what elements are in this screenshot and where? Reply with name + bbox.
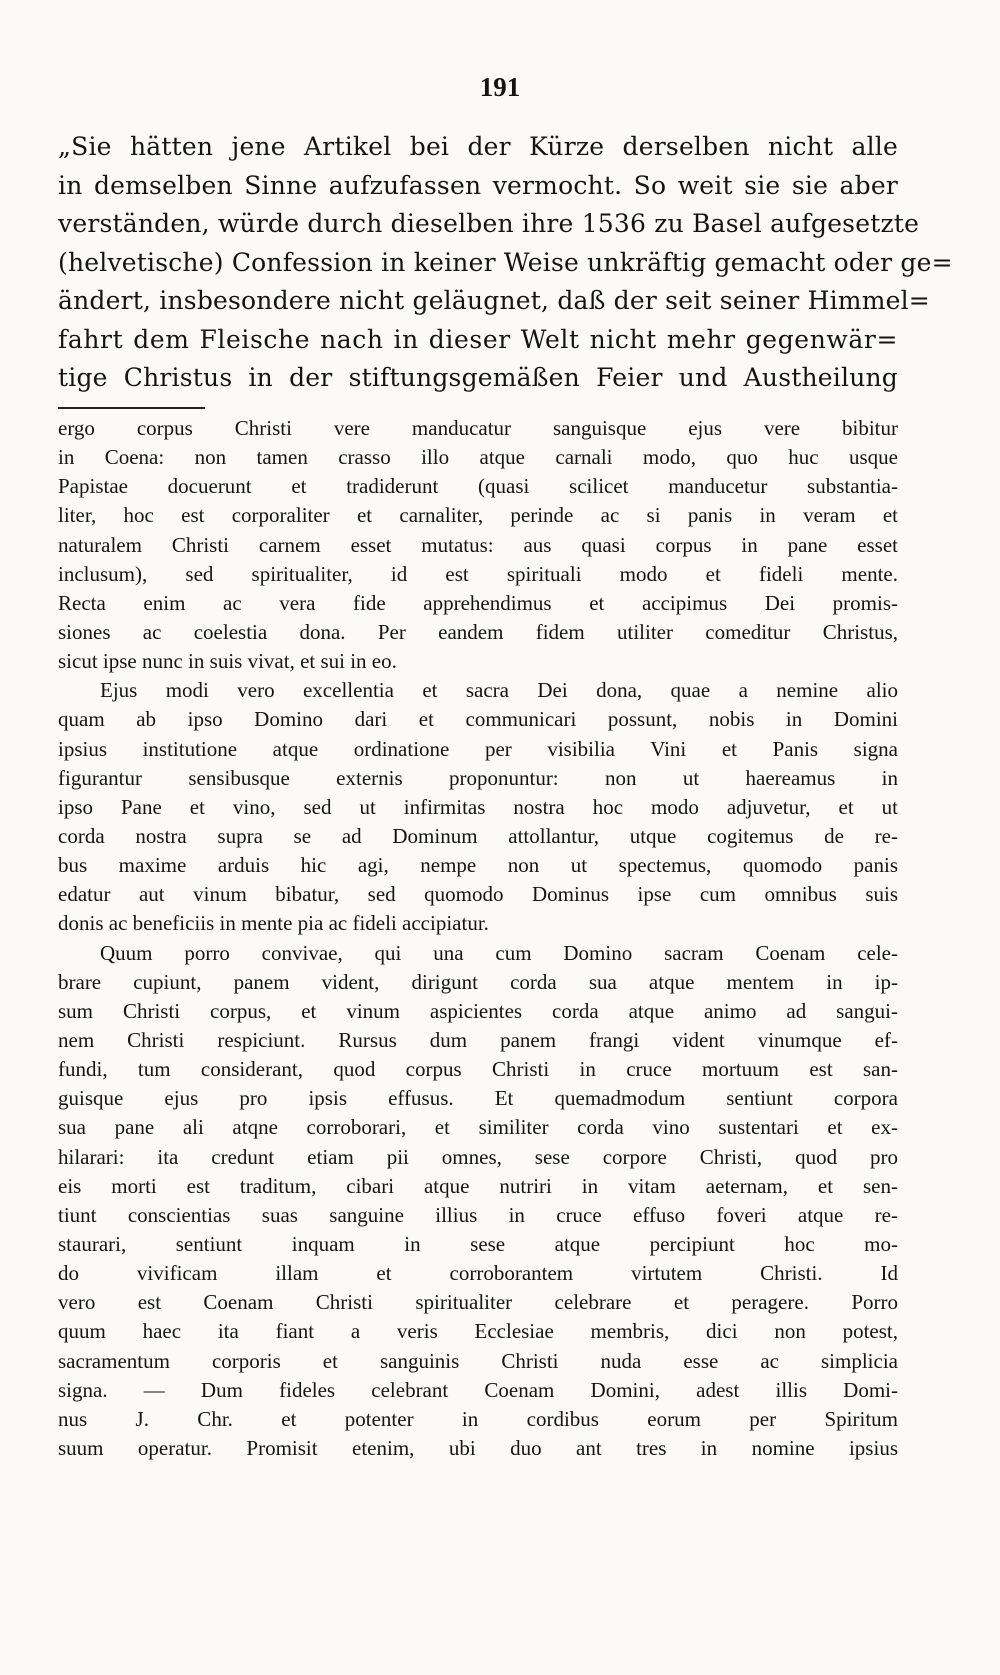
latin-line: quam ab ipso Domino dari et communicari possunt, nobis in Domini xyxy=(58,707,898,732)
latin-line: edatur aut vinum bibatur, sed quomodo Dominus ipse cum omnibus suis xyxy=(58,882,898,907)
latin-line: sum Christi corpus, et vinum aspicientes corda atque animo ad sangui- xyxy=(58,998,898,1023)
latin-line: corda nostra supra se ad Dominum attollantur, utque cogitemus de re- xyxy=(58,823,898,848)
latin-line: vero est Coenam Christi spiritualiter celebrare et peragere. Porro xyxy=(58,1290,898,1315)
german-line: ändert, insbesondere nicht geläugnet, daß der seit seiner Himmel= xyxy=(58,286,930,315)
latin-line: ipsius institutione atque ordinatione per visibilia Vini et Panis signa xyxy=(58,736,898,761)
latin-line: donis ac beneficiis in mente pia ac fideli accipiatur. xyxy=(58,911,489,936)
latin-line: naturalem Christi carnem esset mutatus: aus quasi corpus in pane esset xyxy=(58,532,898,557)
latin-line: Papistae docuerunt et tradiderunt (quasi scilicet manducetur substantia- xyxy=(58,474,898,499)
latin-line: Recta enim ac vera fide apprehendimus et accipimus Dei promis- xyxy=(58,590,898,615)
latin-line: quum haec ita fiant a veris Ecclesiae membris, dici non potest, xyxy=(58,1319,898,1344)
latin-line: inclusum), sed spiritualiter, id est spirituali modo et fideli mente. xyxy=(58,561,898,586)
latin-line: nem Christi respiciunt. Rursus dum panem frangi vident vinumque ef- xyxy=(58,1027,898,1052)
latin-line: in Coena: non tamen crasso illo atque carnali modo, quo huc usque xyxy=(58,445,898,470)
latin-line: guisque ejus pro ipsis effusus. Et quemadmodum sentiunt corpora xyxy=(58,1086,898,1111)
latin-line: bus maxime arduis hic agi, nempe non ut spectemus, quomodo panis xyxy=(58,853,898,878)
latin-line: staurari, sentiunt inquam in sese atque percipiunt hoc mo- xyxy=(58,1231,898,1256)
latin-line: hilarari: ita credunt etiam pii omnes, sese corpore Christi, quod pro xyxy=(58,1144,898,1169)
latin-line: suum operatur. Promisit etenim, ubi duo ant tres in nomine ipsius xyxy=(58,1435,898,1460)
footnote-separator-rule xyxy=(58,407,205,409)
latin-line: fundi, tum considerant, quod corpus Christi in cruce mortuum est san- xyxy=(58,1057,898,1082)
german-paragraph xyxy=(58,128,953,398)
latin-line: do vivificam illam et corroborantem virtutem Christi. Id xyxy=(58,1261,898,1286)
latin-line: siones ac coelestia dona. Per eandem fidem utiliter comeditur Christus, xyxy=(58,619,898,644)
german-line: (helvetische) Confession in keiner Weise unkräftig gemacht oder ge= xyxy=(58,247,953,277)
latin-footnote-text xyxy=(58,414,898,1463)
latin-line: ipso Pane et vino, sed ut infirmitas nostra hoc modo adjuvetur, et ut xyxy=(58,794,898,819)
latin-line: nus J. Chr. et potenter in cordibus eorum per Spiritum xyxy=(58,1406,898,1431)
german-line: tige Christus in der stiftungsgemäßen Feier und Austheilung xyxy=(58,363,898,392)
german-line: in demselben Sinne aufzufassen vermocht. So weit sie sie aber xyxy=(58,170,898,200)
german-line: fahrt dem Fleische nach in dieser Welt nicht mehr gegenwär= xyxy=(58,324,898,354)
latin-line: tiunt conscientias suas sanguine illius in cruce effuso foveri atque re- xyxy=(58,1202,898,1227)
page-number: 191 xyxy=(479,72,521,102)
german-line: „Sie hätten jene Artikel bei der Kürze derselben nicht alle xyxy=(58,132,898,161)
latin-line: sicut ipse nunc in suis vivat, et sui in eo. xyxy=(58,649,397,674)
latin-line: figurantur sensibusque externis proponuntur: non ut haereamus in xyxy=(58,765,898,790)
latin-line: brare cupiunt, panem vident, dirigunt corda sua atque mentem in ip- xyxy=(58,969,898,994)
latin-line: ergo corpus Christi vere manducatur sanguisque ejus vere bibitur xyxy=(58,416,898,440)
german-line: verständen, würde durch dieselben ihre 1536 zu Basel aufgesetzte xyxy=(58,209,920,238)
latin-line: sua pane ali atqne corroborari, et similiter corda vino sustentari et ex- xyxy=(58,1115,898,1140)
latin-line: Ejus modi vero excellentia et sacra Dei dona, quae a nemine alio xyxy=(100,678,898,703)
latin-line: signa. — Dum fideles celebrant Coenam Domini, adest illis Domi- xyxy=(58,1377,898,1402)
latin-line: eis morti est traditum, cibari atque nutriri in vitam aeternam, et sen- xyxy=(58,1173,898,1198)
latin-line: Quum porro convivae, qui una cum Domino sacram Coenam cele- xyxy=(100,940,898,965)
latin-line: sacramentum corporis et sanguinis Christi nuda esse ac simplicia xyxy=(58,1348,898,1373)
latin-line: liter, hoc est corporaliter et carnaliter, perinde ac si panis in veram et xyxy=(58,503,898,528)
